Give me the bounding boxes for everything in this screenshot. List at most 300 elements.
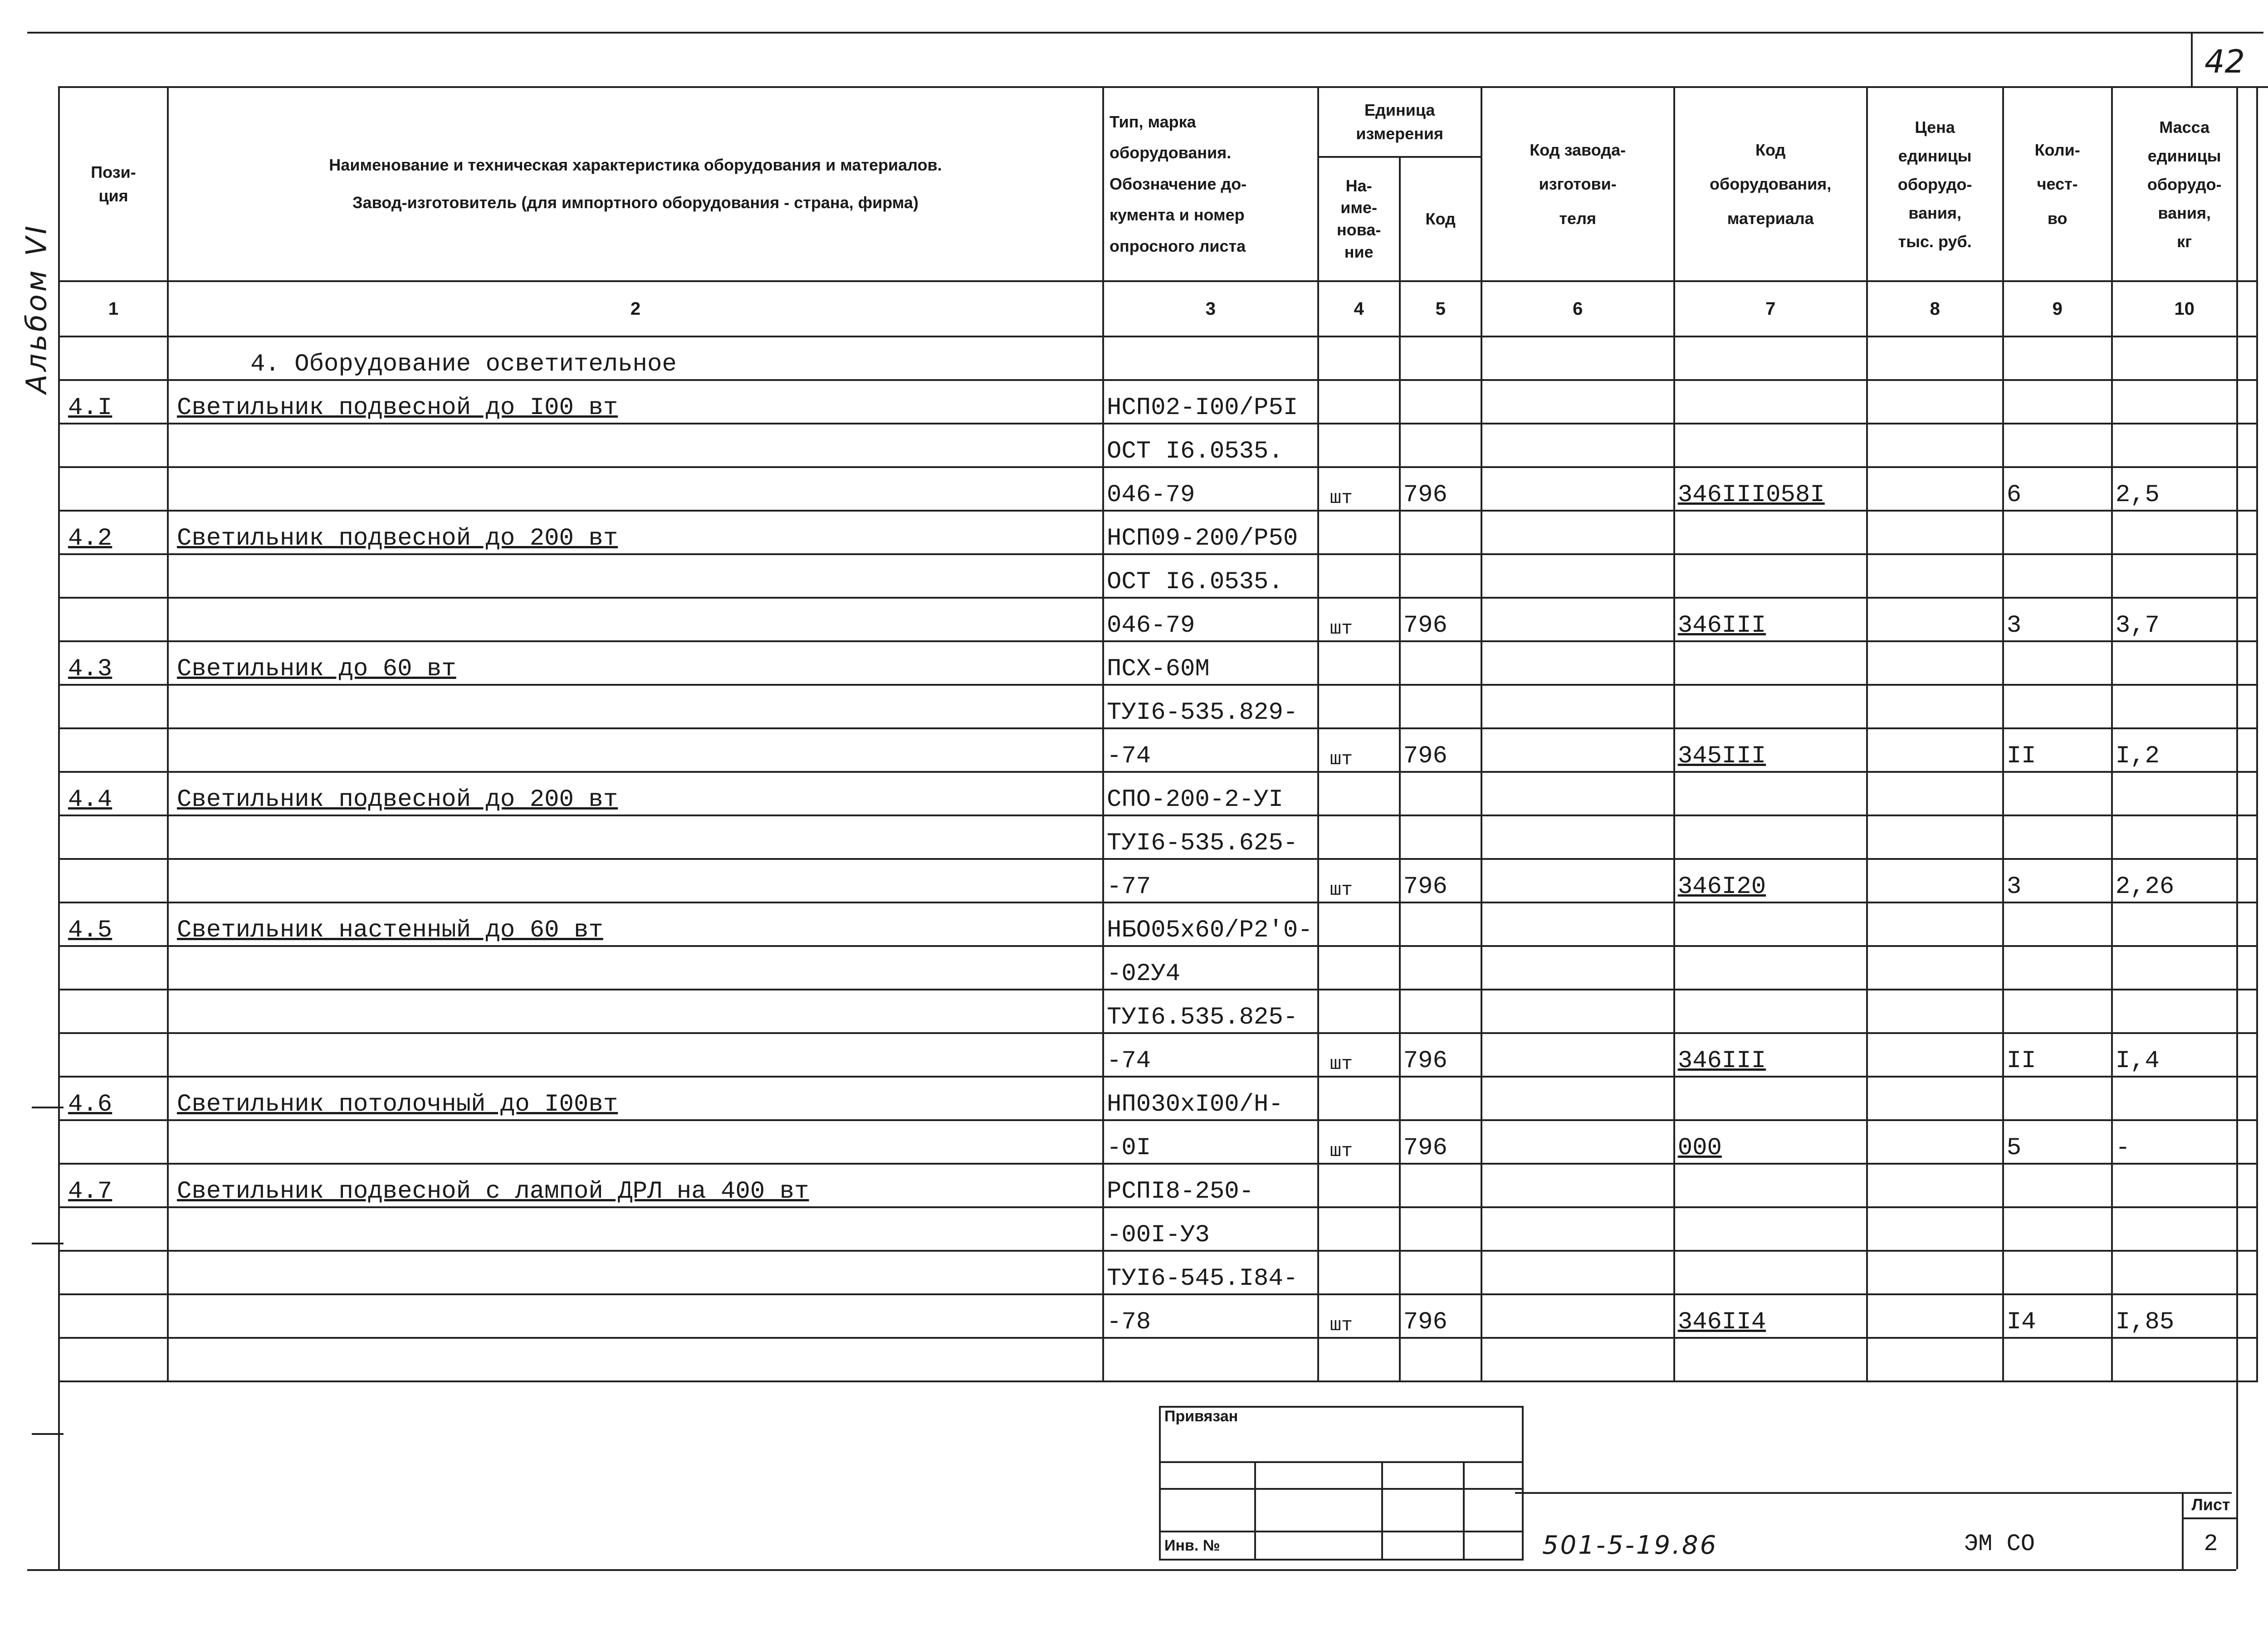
equipment-code-cell: 346III058I <box>1674 467 1867 511</box>
header-equipment-code: Код оборудования, материала <box>1674 87 1867 281</box>
section-code: ЭМ СО <box>1964 1531 2035 1557</box>
type-cell: ОСТ I6.0535. <box>1103 424 1318 467</box>
unit-cell <box>1318 1077 1400 1120</box>
table-row <box>59 1033 2257 1077</box>
name-cell <box>168 1294 1103 1338</box>
name-cell <box>168 1251 1103 1294</box>
binding-cell <box>1464 1532 1523 1560</box>
position-cell: 4.6 <box>59 1077 168 1120</box>
mass-cell <box>2112 772 2257 815</box>
type-cell: -77 <box>1103 859 1318 902</box>
mass-cell <box>2112 902 2257 946</box>
name-cell <box>168 467 1103 511</box>
name-cell: 4. Оборудование осветительное <box>168 337 1103 380</box>
name-cell <box>168 946 1103 990</box>
equipment-code-cell <box>1674 1338 1867 1381</box>
quantity-cell <box>2003 815 2112 859</box>
type-cell: -02У4 <box>1103 946 1318 990</box>
table-row <box>59 641 2257 685</box>
type-cell: -00I-У3 <box>1103 1207 1318 1251</box>
factory-code-cell <box>1481 946 1674 990</box>
factory-code-cell <box>1481 467 1674 511</box>
type-cell: -78 <box>1103 1294 1318 1338</box>
name-cell <box>168 728 1103 772</box>
factory-code-cell <box>1481 1338 1674 1381</box>
table-row <box>59 685 2257 728</box>
album-label-text: Альбом VI <box>20 223 53 394</box>
price-cell <box>1867 902 2003 946</box>
position-cell <box>59 337 168 380</box>
mass-cell <box>2112 1207 2257 1251</box>
position-cell <box>59 1207 168 1251</box>
unit-code-cell: 796 <box>1400 1294 1481 1338</box>
unit-code-cell <box>1400 511 1481 554</box>
name-cell <box>168 815 1103 859</box>
position-cell <box>59 1033 168 1077</box>
factory-code-cell <box>1481 1294 1674 1338</box>
binding-cell <box>1464 1462 1523 1489</box>
unit-code-cell <box>1400 772 1481 815</box>
unit-cell <box>1318 380 1400 424</box>
factory-code-cell <box>1481 859 1674 902</box>
price-cell <box>1867 554 2003 598</box>
table-row <box>59 772 2257 815</box>
factory-code-cell <box>1481 424 1674 467</box>
quantity-cell <box>2003 1251 2112 1294</box>
factory-code-cell <box>1481 685 1674 728</box>
unit-cell <box>1318 424 1400 467</box>
unit-code-cell <box>1400 554 1481 598</box>
column-number: 7 <box>1674 281 1867 337</box>
quantity-cell <box>2003 1077 2112 1120</box>
table-row <box>59 554 2257 598</box>
type-cell: ОСТ I6.0535. <box>1103 554 1318 598</box>
mass-cell <box>2112 1251 2257 1294</box>
equipment-code-cell: 346III <box>1674 1033 1867 1077</box>
mass-cell <box>2112 1338 2257 1381</box>
price-cell <box>1867 641 2003 685</box>
type-cell: -74 <box>1103 728 1318 772</box>
inventory-label: Инв. № <box>1160 1532 1255 1560</box>
quantity-cell <box>2003 902 2112 946</box>
header-position: Пози- ция <box>59 87 168 281</box>
name-cell: Светильник подвесной до I00 вт <box>168 380 1103 424</box>
table-row <box>59 424 2257 467</box>
price-cell <box>1867 772 2003 815</box>
factory-code-cell <box>1481 1207 1674 1251</box>
equipment-code-cell <box>1674 424 1867 467</box>
table-row <box>59 1251 2257 1294</box>
price-cell <box>1867 1207 2003 1251</box>
position-cell <box>59 946 168 990</box>
quantity-cell: 5 <box>2003 1120 2112 1164</box>
document-code: 501-5-19.86 <box>1542 1531 1718 1560</box>
type-cell: ТУI6-535.829- <box>1103 685 1318 728</box>
mass-cell: I,4 <box>2112 1033 2257 1077</box>
price-cell <box>1867 511 2003 554</box>
mass-cell <box>2112 511 2257 554</box>
equipment-code-cell: 345III <box>1674 728 1867 772</box>
quantity-cell: II <box>2003 1033 2112 1077</box>
name-cell <box>168 685 1103 728</box>
mass-cell: 2,5 <box>2112 467 2257 511</box>
position-cell <box>59 598 168 641</box>
unit-code-cell <box>1400 1338 1481 1381</box>
quantity-cell <box>2003 685 2112 728</box>
price-cell <box>1867 1120 2003 1164</box>
header-price: Цена единицы оборудо- вания, тыс. руб. <box>1867 87 2003 281</box>
header-mass: Масса единицы оборудо- вания, кг <box>2112 87 2257 281</box>
unit-code-cell: 796 <box>1400 467 1481 511</box>
unit-cell <box>1318 511 1400 554</box>
position-cell: 4.5 <box>59 902 168 946</box>
equipment-code-cell <box>1674 1207 1867 1251</box>
column-number: 6 <box>1481 281 1674 337</box>
unit-cell <box>1318 337 1400 380</box>
mass-cell: - <box>2112 1120 2257 1164</box>
binding-cell <box>1255 1462 1382 1489</box>
name-cell <box>168 1338 1103 1381</box>
unit-cell <box>1318 1164 1400 1207</box>
equipment-code-cell <box>1674 902 1867 946</box>
unit-cell: шт <box>1318 859 1400 902</box>
quantity-cell <box>2003 1207 2112 1251</box>
unit-cell: шт <box>1318 598 1400 641</box>
mass-cell <box>2112 815 2257 859</box>
price-cell <box>1867 815 2003 859</box>
price-cell <box>1867 598 2003 641</box>
mass-cell: 3,7 <box>2112 598 2257 641</box>
name-cell: Светильник подвесной до 200 вт <box>168 772 1103 815</box>
table-row <box>59 380 2257 424</box>
equipment-code-cell: 346I20 <box>1674 859 1867 902</box>
type-cell: РСПI8-250- <box>1103 1164 1318 1207</box>
type-cell: 046-79 <box>1103 467 1318 511</box>
factory-code-cell <box>1481 1251 1674 1294</box>
album-label <box>14 218 59 399</box>
unit-code-cell <box>1400 1077 1481 1120</box>
unit-cell <box>1318 1338 1400 1381</box>
mass-cell: I,85 <box>2112 1294 2257 1338</box>
position-cell <box>59 1338 168 1381</box>
equipment-code-cell <box>1674 772 1867 815</box>
position-cell <box>59 1294 168 1338</box>
sheet-box <box>2182 1492 2238 1569</box>
binding-cell <box>1382 1489 1464 1532</box>
table-row <box>59 511 2257 554</box>
factory-code-cell <box>1481 772 1674 815</box>
column-number: 4 <box>1318 281 1400 337</box>
price-cell <box>1867 1251 2003 1294</box>
mass-cell <box>2112 1077 2257 1120</box>
unit-code-cell: 796 <box>1400 859 1481 902</box>
column-number: 9 <box>2003 281 2112 337</box>
table-row <box>59 902 2257 946</box>
table-row <box>59 946 2257 990</box>
column-number: 10 <box>2112 281 2257 337</box>
frame-right-line <box>2236 86 2238 1569</box>
type-cell: ТУI6.535.825- <box>1103 990 1318 1033</box>
name-cell <box>168 1033 1103 1077</box>
equipment-code-cell <box>1674 990 1867 1033</box>
position-cell: 4.4 <box>59 772 168 815</box>
name-cell <box>168 990 1103 1033</box>
quantity-cell <box>2003 641 2112 685</box>
factory-code-cell <box>1481 554 1674 598</box>
factory-code-cell <box>1481 728 1674 772</box>
unit-cell <box>1318 902 1400 946</box>
unit-cell <box>1318 554 1400 598</box>
mass-cell <box>2112 685 2257 728</box>
position-cell <box>59 467 168 511</box>
unit-cell: шт <box>1318 1120 1400 1164</box>
type-cell: НСП02-I00/Р5I <box>1103 380 1318 424</box>
binding-cell <box>1382 1532 1464 1560</box>
column-number: 2 <box>168 281 1103 337</box>
factory-code-cell <box>1481 815 1674 859</box>
table-row <box>59 1207 2257 1251</box>
name-cell: Светильник подвесной с лампой ДРЛ на 400 вт <box>168 1164 1103 1207</box>
equipment-code-cell: 346III <box>1674 598 1867 641</box>
table-row <box>59 1077 2257 1120</box>
unit-code-cell <box>1400 1164 1481 1207</box>
binding-cell <box>1464 1489 1523 1532</box>
binding-block <box>1159 1406 1524 1561</box>
table-row <box>59 467 2257 511</box>
type-cell: -74 <box>1103 1033 1318 1077</box>
unit-cell <box>1318 946 1400 990</box>
header-quantity: Коли- чест- во <box>2003 87 2112 281</box>
unit-cell <box>1318 990 1400 1033</box>
equipment-code-cell: 000 <box>1674 1120 1867 1164</box>
equipment-code-cell <box>1674 511 1867 554</box>
header-name: Наименование и техническая характеристика оборудования и материалов. Завод-изготовитель (для импортного оборудования - страна, фирма) <box>168 87 1103 281</box>
quantity-cell <box>2003 772 2112 815</box>
name-cell: Светильник потолочный до I00вт <box>168 1077 1103 1120</box>
price-cell <box>1867 424 2003 467</box>
type-cell <box>1103 337 1318 380</box>
unit-cell <box>1318 815 1400 859</box>
unit-code-cell: 796 <box>1400 1033 1481 1077</box>
factory-code-cell <box>1481 902 1674 946</box>
quantity-cell: 6 <box>2003 467 2112 511</box>
quantity-cell: I4 <box>2003 1294 2112 1338</box>
table-row <box>59 1164 2257 1207</box>
column-number: 1 <box>59 281 168 337</box>
mass-cell <box>2112 641 2257 685</box>
header-factory-code: Код завода- изготови- теля <box>1481 87 1674 281</box>
equipment-code-cell <box>1674 380 1867 424</box>
name-cell <box>168 598 1103 641</box>
price-cell <box>1867 859 2003 902</box>
position-cell <box>59 990 168 1033</box>
type-cell: НСП09-200/Р50 <box>1103 511 1318 554</box>
column-number: 5 <box>1400 281 1481 337</box>
equipment-code-cell <box>1674 1251 1867 1294</box>
equipment-table <box>58 86 2258 1382</box>
equipment-code-cell <box>1674 815 1867 859</box>
factory-code-cell <box>1481 990 1674 1033</box>
name-cell <box>168 424 1103 467</box>
unit-cell <box>1318 772 1400 815</box>
equipment-code-cell <box>1674 337 1867 380</box>
frame-left-line <box>58 86 60 1569</box>
price-cell <box>1867 1164 2003 1207</box>
type-cell: СПО-200-2-УI <box>1103 772 1318 815</box>
type-cell: ТУI6-535.625- <box>1103 815 1318 859</box>
price-cell <box>1867 337 2003 380</box>
mass-cell: I,2 <box>2112 728 2257 772</box>
position-cell: 4.3 <box>59 641 168 685</box>
equipment-code-cell <box>1674 1164 1867 1207</box>
unit-cell <box>1318 1251 1400 1294</box>
header-unit-name: На- име- нова- ние <box>1318 157 1400 281</box>
unit-code-cell <box>1400 337 1481 380</box>
factory-code-cell <box>1481 1164 1674 1207</box>
unit-cell <box>1318 1207 1400 1251</box>
position-cell <box>59 685 168 728</box>
unit-cell <box>1318 685 1400 728</box>
type-cell: НБО05х60/Р2'0- <box>1103 902 1318 946</box>
price-cell <box>1867 1338 2003 1381</box>
mass-cell <box>2112 380 2257 424</box>
quantity-cell: 3 <box>2003 598 2112 641</box>
mass-cell <box>2112 946 2257 990</box>
header-type: Тип, марка оборудования. Обозначение до- кумента и номер опросного листа <box>1103 87 1318 281</box>
name-cell <box>168 1120 1103 1164</box>
unit-code-cell: 796 <box>1400 1120 1481 1164</box>
table-row <box>59 1120 2257 1164</box>
unit-code-cell <box>1400 815 1481 859</box>
factory-code-cell <box>1481 337 1674 380</box>
top-border-line <box>27 32 2263 34</box>
equipment-code-cell: 346II4 <box>1674 1294 1867 1338</box>
unit-cell: шт <box>1318 728 1400 772</box>
table-row <box>59 1338 2257 1381</box>
mass-cell <box>2112 990 2257 1033</box>
unit-code-cell <box>1400 641 1481 685</box>
quantity-cell: II <box>2003 728 2112 772</box>
name-cell <box>168 859 1103 902</box>
quantity-cell <box>2003 1338 2112 1381</box>
quantity-cell <box>2003 554 2112 598</box>
position-cell: 4.7 <box>59 1164 168 1207</box>
table-row <box>59 728 2257 772</box>
bound-label: Привязан <box>1160 1407 1523 1462</box>
table-row <box>59 990 2257 1033</box>
factory-code-cell <box>1481 598 1674 641</box>
binding-cell <box>1160 1462 1255 1489</box>
mass-cell <box>2112 1164 2257 1207</box>
unit-cell: шт <box>1318 1294 1400 1338</box>
equipment-code-cell <box>1674 946 1867 990</box>
table-row <box>59 859 2257 902</box>
unit-code-cell <box>1400 685 1481 728</box>
name-cell: Светильник настенный до 60 вт <box>168 902 1103 946</box>
position-cell <box>59 424 168 467</box>
type-cell: НП030хI00/Н- <box>1103 1077 1318 1120</box>
bottom-border-line <box>27 1569 2236 1571</box>
quantity-cell <box>2003 990 2112 1033</box>
table-row <box>59 598 2257 641</box>
table-row <box>59 815 2257 859</box>
header-unit-group: Единица измерения <box>1318 87 1481 157</box>
name-cell: Светильник подвесной до 200 вт <box>168 511 1103 554</box>
column-number: 8 <box>1867 281 2003 337</box>
type-cell: ТУI6-545.I84- <box>1103 1251 1318 1294</box>
type-cell: -0I <box>1103 1120 1318 1164</box>
position-cell <box>59 1251 168 1294</box>
name-cell <box>168 1207 1103 1251</box>
price-cell <box>1867 728 2003 772</box>
sheet-value: 2 <box>2204 1531 2218 1557</box>
unit-code-cell: 796 <box>1400 728 1481 772</box>
type-cell: ПСХ-60М <box>1103 641 1318 685</box>
price-cell <box>1867 685 2003 728</box>
quantity-cell <box>2003 511 2112 554</box>
binding-cell <box>1255 1489 1382 1532</box>
quantity-cell <box>2003 424 2112 467</box>
factory-code-cell <box>1481 380 1674 424</box>
factory-code-cell <box>1481 511 1674 554</box>
price-cell <box>1867 946 2003 990</box>
factory-code-cell <box>1481 1033 1674 1077</box>
price-cell <box>1867 990 2003 1033</box>
position-cell: 4.I <box>59 380 168 424</box>
unit-code-cell <box>1400 424 1481 467</box>
mass-cell <box>2112 424 2257 467</box>
mass-cell: 2,26 <box>2112 859 2257 902</box>
sheet-number: 42 <box>2204 43 2245 80</box>
mass-cell <box>2112 337 2257 380</box>
price-cell <box>1867 467 2003 511</box>
position-cell <box>59 554 168 598</box>
equipment-code-cell <box>1674 685 1867 728</box>
price-cell <box>1867 1294 2003 1338</box>
binding-cell <box>1160 1489 1255 1532</box>
position-cell <box>59 728 168 772</box>
position-cell: 4.2 <box>59 511 168 554</box>
unit-code-cell <box>1400 946 1481 990</box>
unit-code-cell <box>1400 1251 1481 1294</box>
factory-code-cell <box>1481 1077 1674 1120</box>
position-cell <box>59 815 168 859</box>
unit-code-cell <box>1400 990 1481 1033</box>
unit-cell: шт <box>1318 467 1400 511</box>
unit-code-cell <box>1400 380 1481 424</box>
price-cell <box>1867 1033 2003 1077</box>
factory-code-cell <box>1481 641 1674 685</box>
column-number: 3 <box>1103 281 1318 337</box>
binding-cell <box>1382 1462 1464 1489</box>
equipment-code-cell <box>1674 554 1867 598</box>
table-body <box>59 337 2257 1381</box>
price-cell <box>1867 1077 2003 1120</box>
quantity-cell <box>2003 1164 2112 1207</box>
quantity-cell <box>2003 380 2112 424</box>
table-row <box>59 1294 2257 1338</box>
type-cell: 046-79 <box>1103 598 1318 641</box>
binding-cell <box>1255 1532 1382 1560</box>
quantity-cell <box>2003 946 2112 990</box>
equipment-code-cell <box>1674 641 1867 685</box>
header-unit-code: Код <box>1400 157 1481 281</box>
unit-cell <box>1318 641 1400 685</box>
unit-code-cell <box>1400 902 1481 946</box>
mass-cell <box>2112 554 2257 598</box>
equipment-code-cell <box>1674 1077 1867 1120</box>
position-cell <box>59 1120 168 1164</box>
